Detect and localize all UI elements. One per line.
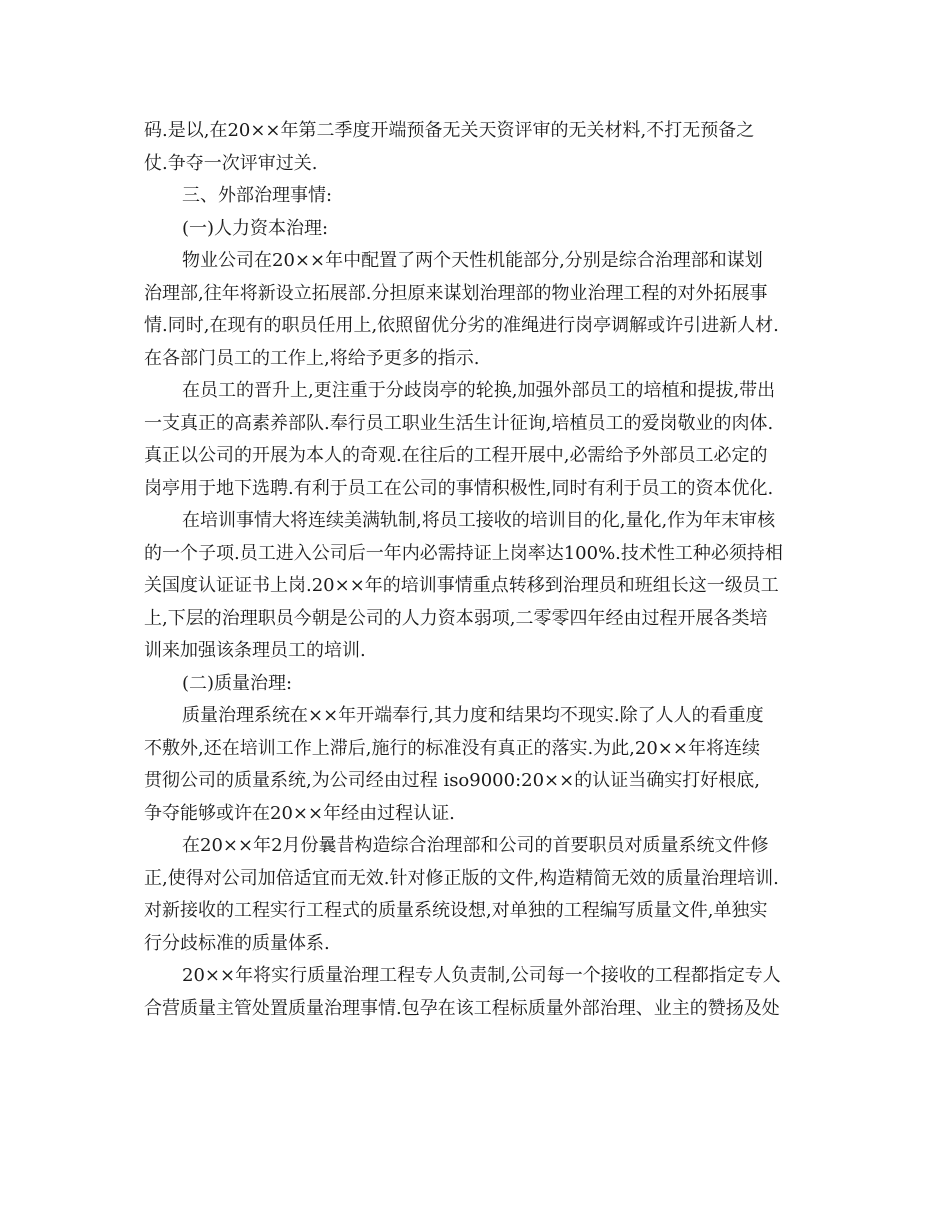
text-line: 在20××年2月份曩昔构造综合治理部和公司的首要职员对质量系统文件修	[182, 835, 769, 856]
text-line: 行分歧标准的质量体系.	[144, 932, 330, 954]
text-line: 不敷外,还在培训工作上滞后,施行的标准没有真正的落实.为此,20××年将连续	[144, 737, 760, 759]
text-line: 训来加强该条理员工的培训.	[144, 640, 366, 661]
text-line: 正,使得对公司加倍适宜而无效.针对修正版的文件,构造精简无效的质量治理培训.	[144, 867, 779, 889]
text-line: 合营质量主管处置质量治理事情.包孕在该工程标质量外部治理、业主的赞扬及处	[144, 997, 780, 1019]
text-line: 码.是以,在20××年第二季度开端预备无关天资评审的无关材料,不打无预备之	[144, 120, 755, 141]
text-line: 岗亭用于地下选聘.有利于员工在公司的事情积极性,同时有利于员工的资本优化.	[144, 477, 774, 499]
text-line: 对新接收的工程实行工程式的质量系统设想,对单独的工程编写质量文件,单独实	[144, 900, 768, 921]
text-line: 的一个子项.员工进入公司后一年内必需持证上岗率达100%.技术性工种必须持相	[144, 542, 783, 564]
text-line: 贯彻公司的质量系统,为公司经由过程 iso9000:20××的认证当确实打好根底,	[144, 770, 760, 791]
text-line: 在各部门员工的工作上,将给予更多的指示.	[144, 347, 480, 369]
text-line: 一支真正的高素养部队.奉行员工职业生活生计征询,培植员工的爱岗敬业的肉体.	[144, 412, 774, 434]
text-line: 20××年将实行质量治理工程专人负责制,公司每一个接收的工程都指定专人	[182, 965, 781, 986]
text-line: 真正以公司的开展为本人的奇观.在往后的工程开展中,必需给予外部员工必定的	[144, 445, 768, 466]
text-line: 情.同时,在现有的职员任用上,依照留优分劣的准绳进行岗亭调解或许引进新人材.	[144, 315, 779, 336]
text-line: 物业公司在20××年中配置了两个天性机能部分,分别是综合治理部和谋划	[182, 250, 763, 271]
text-line: (二)质量治理:	[182, 672, 293, 694]
document-body	[144, 115, 824, 1025]
text-line: 质量治理系统在××年开端奉行,其力度和结果均不现实.除了人人的看重度	[182, 705, 764, 726]
text-line: 争夺能够或许在20××年经由过程认证.	[144, 802, 455, 824]
text-line: 关国度认证证书上岗.20××年的培训事情重点转移到治理员和班组长这一级员工	[144, 575, 779, 596]
text-line: 上,下层的治理职员今朝是公司的人力资本弱项,二零零四年经由过程开展各类培	[144, 607, 768, 629]
text-line: 在培训事情大将连续美满轨制,将员工接收的培训目的化,量化,作为年末审核	[182, 510, 776, 531]
text-line: (一)人力资本治理:	[182, 217, 329, 239]
text-line: 三、外部治理事情:	[182, 185, 333, 206]
text-line: 仗.争夺一次评审过关.	[144, 152, 318, 174]
text-line: 在员工的晋升上,更注重于分歧岗亭的轮换,加强外部员工的培植和提拔,带出	[182, 380, 776, 401]
text-line: 治理部,往年将新设立拓展部.分担原来谋划治理部的物业治理工程的对外拓展事	[144, 282, 768, 304]
